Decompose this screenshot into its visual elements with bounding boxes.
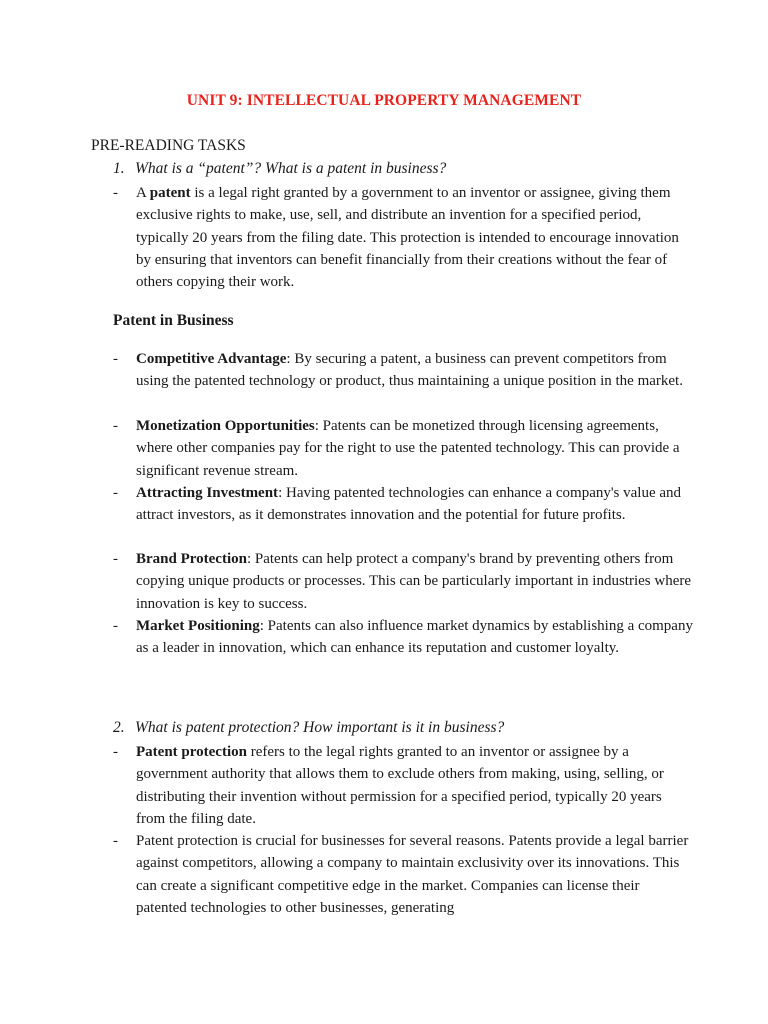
list-item-text: : By securing a patent, a business can prevent competitors from using the patented technology or product, thus maintaining a unique position in the market. <box>136 351 683 390</box>
question-2 <box>113 719 504 737</box>
dash-bullet: - <box>113 418 118 434</box>
question-number: 1. <box>113 160 125 177</box>
answer-text: refers to the legal rights granted to an inventor or assignee by a government authority that allows them to exclude others from making, using, selling, or distributing their invention without permission for a specified period, typically 20 years from the filing date. <box>136 744 664 827</box>
answer-body <box>136 830 693 919</box>
dash-bullet: - <box>113 351 118 367</box>
list-item <box>113 615 693 660</box>
question-text: What is patent protection? How important is it in business? <box>135 719 505 736</box>
list-item-body <box>136 482 693 527</box>
q2-answer <box>113 741 693 830</box>
list-item-text: : Patents can help protect a company's brand by preventing others from copying unique products or processes. This can be particularly important in industries where innovation is key to success. <box>136 551 691 612</box>
list-item-body <box>136 415 693 482</box>
list-item <box>113 415 693 482</box>
list-item-body <box>136 348 693 393</box>
list-item-body <box>136 548 693 615</box>
dash-bullet: - <box>113 185 118 201</box>
q1-answer <box>113 182 693 293</box>
dash-bullet: - <box>113 618 118 634</box>
dash-bullet: - <box>113 833 118 849</box>
list-item-term: Brand Protection <box>136 551 247 567</box>
answer-term: patent <box>149 185 191 201</box>
subheading: Patent in Business <box>113 312 234 329</box>
answer-term: Patent protection <box>136 744 247 760</box>
list-item-body <box>136 615 693 660</box>
list-item <box>113 548 693 615</box>
list-item-term: Monetization Opportunities <box>136 418 315 434</box>
question-number: 2. <box>113 719 125 736</box>
answer-body <box>136 182 693 293</box>
answer-prefix: A <box>136 185 150 201</box>
answer-body <box>136 741 693 830</box>
dash-bullet: - <box>113 551 118 567</box>
answer-text: is a legal right granted by a government to an inventor or assignee, giving them exclusive rights to make, use, sell, and distribute an invention for a specified period, typically 20 years from the filing date. This protection is intended to encourage innovation by ensuring that inventors can benefit financially from their creations without the fear of others copying their work. <box>136 185 679 291</box>
unit-title: UNIT 9: INTELLECTUAL PROPERTY MANAGEMENT <box>186 92 582 109</box>
dash-bullet: - <box>113 744 118 760</box>
list-item-text: : Patents can also influence market dynamics by establishing a company as a leader in innovation, which can enhance its reputation and customer loyalty. <box>136 618 693 657</box>
list-item-text: : Patents can be monetized through licensing agreements, where other companies pay for the right to use the patented technology. This can provide a significant revenue stream. <box>136 418 680 479</box>
question-text: What is a “patent”? What is a patent in business? <box>135 160 447 177</box>
list-item-text: : Having patented technologies can enhance a company's value and attract investors, as it demonstrates innovation and the potential for future profits. <box>136 485 682 524</box>
q2-answer <box>113 830 693 919</box>
list-item-term: Market Positioning <box>136 618 260 634</box>
list-item-term: Attracting Investment <box>136 485 279 501</box>
question-1 <box>113 160 446 178</box>
dash-bullet: - <box>113 485 118 501</box>
list-item <box>113 482 693 527</box>
answer-text: Patent protection is crucial for businesses for several reasons. Patents provide a legal barrier against competitors, allowing a company to maintain exclusivity over its innovations. This can create a significant competitive edge in the market. Companies can license their patented technologies to other businesses, generating <box>136 833 689 916</box>
list-item-term: Competitive Advantage <box>136 351 287 367</box>
list-item <box>113 348 693 393</box>
section-heading: PRE-READING TASKS <box>91 137 246 154</box>
